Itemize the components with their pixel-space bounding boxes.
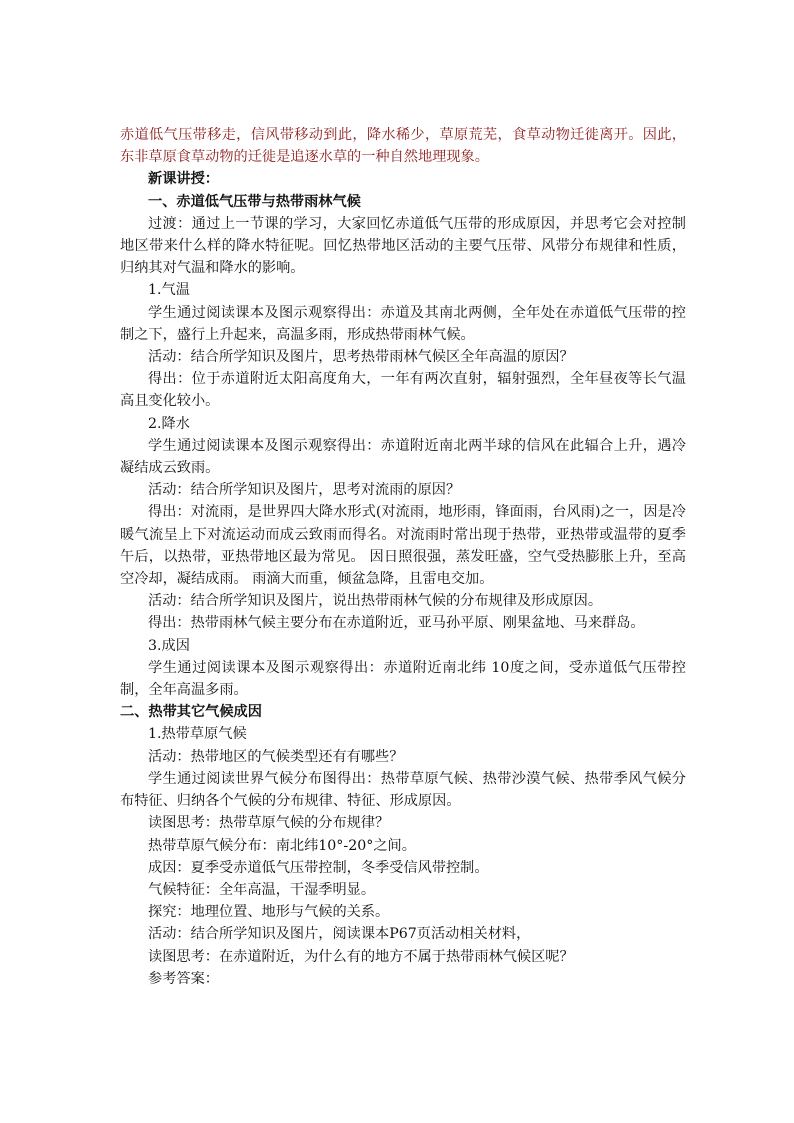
section2-activity: 活动：热带地区的气候类型还有有哪些？ [148,748,404,765]
precipitation-result: 得出：对流雨，是世界四大降水形式(对流雨，地形雨，锋面雨，台风雨)之一，因是冷暖气流呈上下对流运动而成云致雨而得名。对流雨时常出现于热带，亚热带或温带的夏季午后，以热带，亚热带地区最为常见。 因日照很强，蒸发旺盛，空气受热膨胀上升，至高空冷却，凝结成雨。 雨滴大而重，倾盆急降，且雷电交加。 [120,504,686,588]
explore-paragraph: 探究：地理位置、地形与气候的关系。 [148,904,390,921]
document-body [120,124,686,990]
savanna-cause: 成因：夏季受赤道低气压带控制，冬季受信风带控制。 [148,859,489,876]
distribution-activity: 活动：结合所学知识及图片，说出热带雨林气候的分布规律及形成原因。 [148,593,603,610]
section2-activity-2: 活动：结合所学知识及图片，阅读课本P67页活动相关材料， [148,926,531,943]
transition-paragraph: 过渡：通过上一节课的学习，大家回忆赤道低气压带的形成原因，并思考它会对控制地区带来什么样的降水特征呢。回忆热带地区活动的主要气压带、风带分布规律和性质，归纳其对气温和降水的影响。 [120,215,686,277]
temperature-result: 得出：位于赤道附近太阳高度角大，一年有两次直射，辐射强烈，全年昼夜等长气温高且变化较小。 [120,371,686,410]
section2-title: 二、热带其它气候成因 [120,704,262,721]
subheading-cause: 3.成因 [148,637,190,654]
cause-observation: 学生通过阅读课本及图示观察得出：赤道附近南北纬 10度之间，受赤道低气压带控制，全年高温多雨。 [120,659,686,699]
reference-answer: 参考答案： [148,970,219,987]
subheading-savanna: 1.热带草原气候 [148,726,247,743]
section2-observation: 学生通过阅读世界气候分布图得出：热带草原气候、热带沙漠气候、热带季风气候分布特征、归纳各个气候的分布规律、特征、形成原因。 [120,770,686,810]
intro-paragraph: 赤道低气压带移走，信风带移动到此，降水稀少，草原荒芜，食草动物迁徙离开。因此，东非草原食草动物的迁徙是追逐水草的一种自然地理现象。 [120,127,686,166]
distribution-result: 得出：热带雨林气候主要分布在赤道附近，亚马孙平原、刚果盆地、马来群岛。 [148,615,645,632]
new-lesson-heading: 新课讲授： [148,171,219,188]
savanna-distribution: 热带草原气候分布：南北纬10°-20°之间。 [148,837,416,854]
section1-title: 一、赤道低气压带与热带雨林气候 [148,193,361,210]
subheading-temperature: 1.气温 [148,282,190,299]
temperature-observation: 学生通过阅读课本及图示观察得出：赤道及其南北两侧，全年处在赤道低气压带的控制之下，盛行上升起来，高温多雨，形成热带雨林气候。 [120,304,686,343]
savanna-feature: 气候特征：全年高温，干湿季明显。 [148,881,376,898]
subheading-precipitation: 2.降水 [148,415,190,432]
map-think-distribution: 读图思考：热带草原气候的分布规律？ [148,815,390,832]
map-think-equator: 读图思考：在赤道附近，为什么有的地方不属于热带雨林气候区呢？ [148,948,574,965]
precipitation-activity: 活动：结合所学知识及图片，思考对流雨的原因？ [148,482,461,499]
precipitation-observation: 学生通过阅读课本及图示观察得出：赤道附近南北两半球的信风在此辐合上升，遇冷凝结成云致雨。 [120,437,686,477]
temperature-activity: 活动：结合所学知识及图片，思考热带雨林气候区全年高温的原因？ [148,349,574,366]
